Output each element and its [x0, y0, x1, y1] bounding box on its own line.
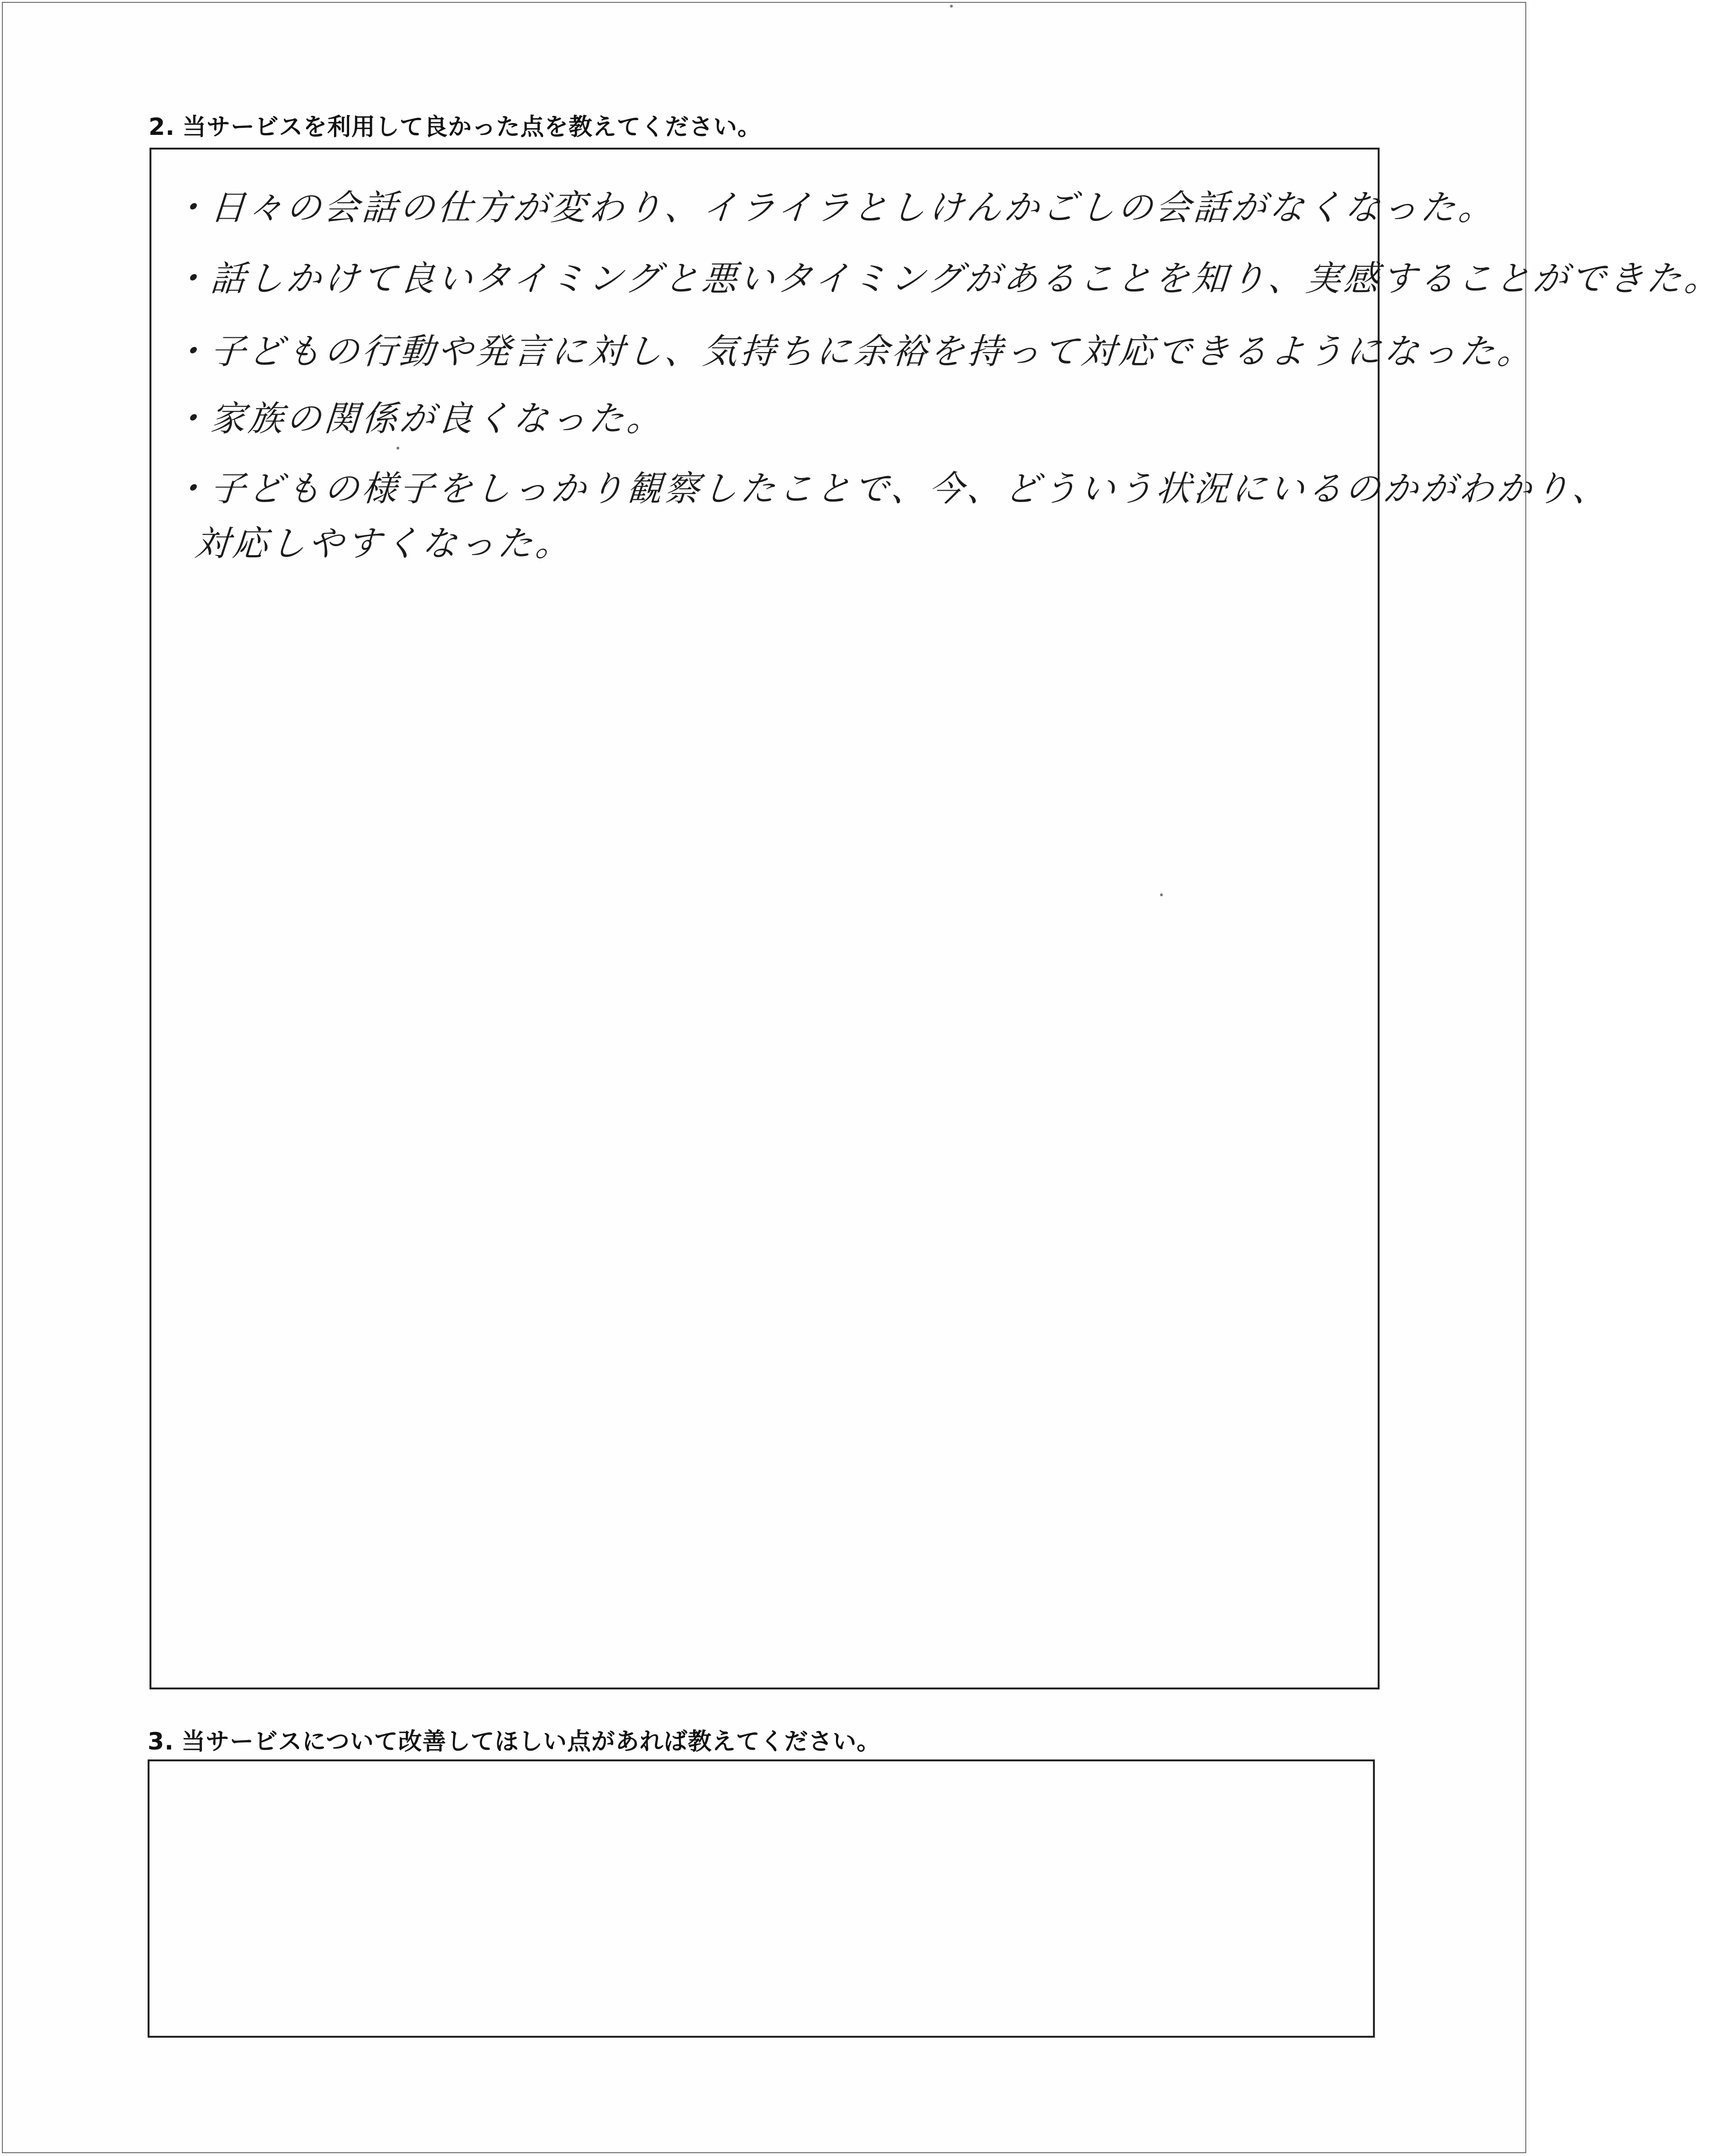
scan-speck [1160, 893, 1163, 896]
scan-speck [396, 447, 399, 450]
question-2-number: 2. [149, 113, 175, 141]
answer-line-2: ・話しかけて良いタイミングと悪いタイミングがあることを知り、実感することができた。 [171, 258, 1724, 299]
question-2-text: 当サービスを利用して良かった点を教えてください。 [182, 113, 762, 141]
answer-line-4: ・家族の関係が良くなった。 [171, 398, 666, 439]
answer-line-3: ・子どもの行動や発言に対し、気持ちに余裕を持って対応できるようになった。 [171, 331, 1537, 372]
scan-speck [950, 5, 953, 8]
answer-line-6: 対応しやすくなった。 [193, 523, 575, 564]
question-3-number: 3. [148, 1728, 174, 1755]
question-2-answer-box [150, 148, 1380, 1689]
question-3-heading [148, 1723, 881, 1757]
answer-line-5: ・子どもの様子をしっかり観察したことで、今、どういう状況にいるのかがわかり、 [171, 468, 1612, 509]
answer-line-1: ・日々の会話の仕方が変わり、イライラとしけんかごしの会話がなくなった。 [171, 187, 1498, 228]
question-3-text: 当サービスについて改善してほしい点があれば教えてください。 [181, 1728, 881, 1755]
question-2-heading [149, 108, 762, 142]
question-3-answer-box [148, 1759, 1375, 2038]
